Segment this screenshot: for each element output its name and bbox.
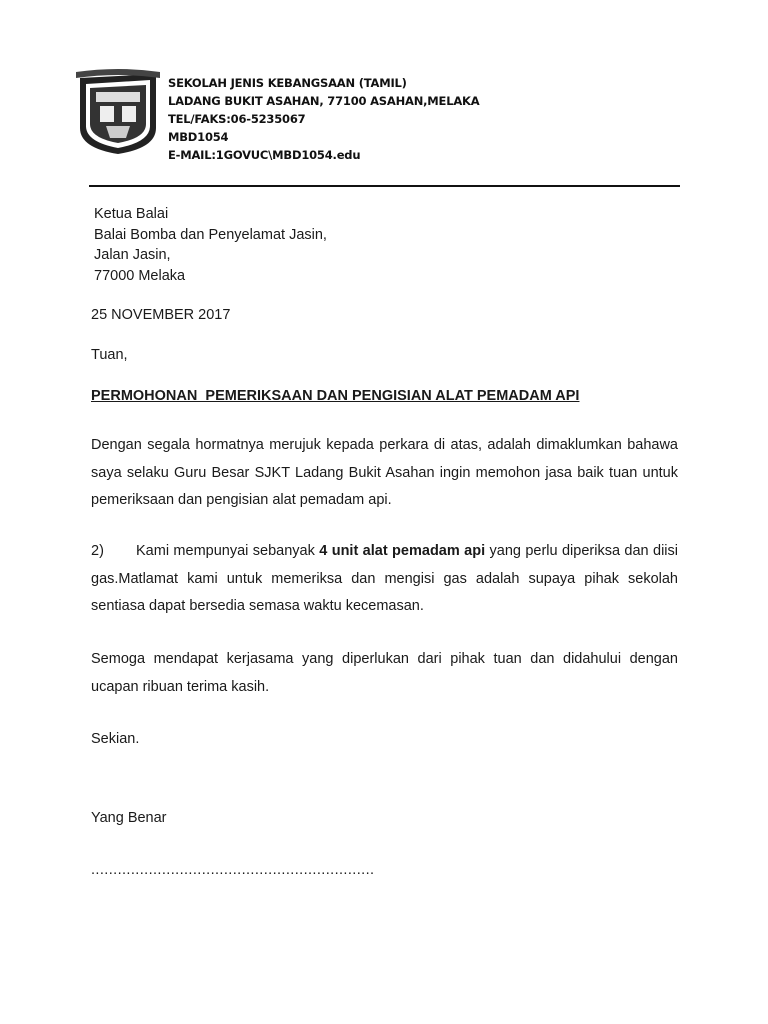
letter-date: 25 NOVEMBER 2017 [91, 307, 231, 323]
para2-bold-text: 4 unit alat pemadam api [319, 543, 486, 559]
signature-line: ................................................................ [91, 862, 375, 878]
closing: Sekian. [91, 731, 140, 747]
letterhead [168, 74, 479, 164]
body-paragraph-2 [91, 538, 678, 621]
letter-subject: PERMOHONAN PEMERIKSAAN DAN PENGISIAN ALAT PEMADAM API [91, 388, 580, 404]
recipient-address [94, 204, 327, 286]
school-name: SEKOLAH JENIS KEBANGSAAN (TAMIL) [168, 76, 407, 90]
school-crest-icon [76, 68, 160, 156]
body-paragraph-1: Dengan segala hormatnya merujuk kepada perkara di atas, adalah dimaklumkan bahawa saya selaku Guru Besar SJKT Ladang Bukit Asahan ingin memohon jasa baik tuan untuk pemeriksaan dan pengisian alat pemadam api. [91, 437, 678, 508]
signoff: Yang Benar [91, 810, 167, 826]
para2-text-before: Kami mempunyai sebanyak [136, 543, 320, 559]
school-code: MBD1054 [168, 130, 229, 144]
recipient-line: Jalan Jasin, [94, 247, 171, 263]
body-paragraph-3: Semoga mendapat kerjasama yang diperlukan dari pihak tuan dan didahului dengan ucapan ribuan terima kasih. [91, 651, 678, 695]
header-divider [89, 185, 680, 187]
para2-text-after: yang perlu diperiksa dan diisi gas.Matlamat kami untuk memeriksa dan mengisi gas adalah supaya pihak sekolah sentiasa dapat bersedia semasa waktu kecemasan. [91, 543, 678, 614]
paragraph-number: 2) [91, 543, 104, 559]
recipient-line: 77000 Melaka [94, 267, 186, 284]
school-email: E-MAIL:1GOVUC\MBD1054.edu [168, 148, 361, 162]
school-phone: TEL/FAKS:06-5235067 [168, 112, 306, 126]
recipient-line: Ketua Balai [94, 206, 169, 222]
salutation: Tuan, [91, 347, 128, 363]
school-address: LADANG BUKIT ASAHAN, 77100 ASAHAN,MELAKA [168, 94, 480, 108]
recipient-line: Balai Bomba dan Penyelamat Jasin, [94, 226, 327, 243]
